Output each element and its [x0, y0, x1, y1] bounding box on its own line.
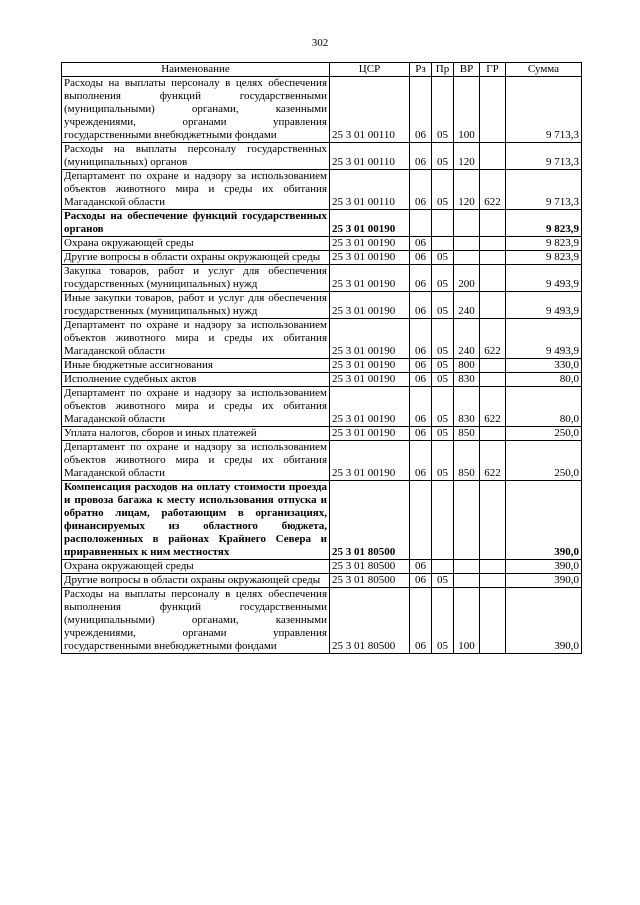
cell-name: Охрана окружающей среды: [62, 237, 330, 251]
cell-vr: 100: [454, 77, 480, 143]
cell-pr: 05: [432, 373, 454, 387]
cell-sum: 330,0: [506, 359, 582, 373]
cell-rz: 06: [410, 574, 432, 588]
cell-vr: [454, 237, 480, 251]
cell-rz: 06: [410, 441, 432, 481]
budget-table: [61, 62, 582, 654]
cell-gr: [480, 427, 506, 441]
cell-pr: [432, 210, 454, 237]
cell-name: Иные бюджетные ассигнования: [62, 359, 330, 373]
cell-rz: [410, 210, 432, 237]
cell-gr: [480, 359, 506, 373]
cell-csr: 25 3 01 00190: [330, 373, 410, 387]
cell-csr: 25 3 01 00190: [330, 387, 410, 427]
cell-vr: 850: [454, 427, 480, 441]
cell-sum: 9 713,3: [506, 143, 582, 170]
cell-rz: 06: [410, 143, 432, 170]
cell-csr: 25 3 01 80500: [330, 560, 410, 574]
cell-csr: 25 3 01 00190: [330, 265, 410, 292]
cell-vr: [454, 574, 480, 588]
cell-gr: [480, 77, 506, 143]
cell-csr: 25 3 01 00190: [330, 251, 410, 265]
table-header-row: [62, 63, 582, 77]
cell-csr: 25 3 01 00190: [330, 441, 410, 481]
cell-csr: 25 3 01 00190: [330, 210, 410, 237]
cell-gr: 622: [480, 387, 506, 427]
cell-gr: [480, 560, 506, 574]
table-row: [62, 427, 582, 441]
cell-csr: 25 3 01 00190: [330, 319, 410, 359]
cell-rz: 06: [410, 319, 432, 359]
cell-name: Расходы на выплаты персоналу государственных (муниципальных) органов: [62, 143, 330, 170]
cell-gr: [480, 251, 506, 265]
cell-name: Компенсация расходов на оплату стоимости проезда и провоза багажа к месту использования отпуска и обратно лицам, работающим в организациях, финансируемых из областного бюджета, расположенных в районах Крайнего Севера и приравненных к ним местностях: [62, 481, 330, 560]
cell-gr: 622: [480, 441, 506, 481]
table-body: [62, 77, 582, 654]
cell-rz: 06: [410, 251, 432, 265]
table-row: [62, 441, 582, 481]
cell-name: Департамент по охране и надзору за использованием объектов животного мира и среды их обитания Магаданской области: [62, 170, 330, 210]
cell-csr: 25 3 01 00190: [330, 237, 410, 251]
cell-pr: 05: [432, 319, 454, 359]
cell-rz: 06: [410, 588, 432, 654]
cell-sum: 390,0: [506, 574, 582, 588]
table-row: [62, 237, 582, 251]
table-row: [62, 481, 582, 560]
table-row: [62, 210, 582, 237]
cell-sum: 390,0: [506, 481, 582, 560]
table-row: [62, 387, 582, 427]
cell-csr: 25 3 01 00190: [330, 427, 410, 441]
column-header-name: Наименование: [62, 63, 330, 77]
cell-gr: [480, 373, 506, 387]
cell-pr: 05: [432, 265, 454, 292]
column-header-sum: Сумма: [506, 63, 582, 77]
table-row: [62, 143, 582, 170]
cell-rz: 06: [410, 427, 432, 441]
cell-pr: 05: [432, 387, 454, 427]
cell-vr: 830: [454, 387, 480, 427]
table-row: [62, 373, 582, 387]
cell-pr: [432, 481, 454, 560]
cell-sum: 390,0: [506, 560, 582, 574]
cell-pr: 05: [432, 588, 454, 654]
table-row: [62, 77, 582, 143]
cell-sum: 80,0: [506, 373, 582, 387]
column-header-csr: ЦСР: [330, 63, 410, 77]
cell-vr: [454, 251, 480, 265]
cell-name: Закупка товаров, работ и услуг для обеспечения государственных (муниципальных) нужд: [62, 265, 330, 292]
cell-gr: 622: [480, 170, 506, 210]
cell-sum: 250,0: [506, 441, 582, 481]
cell-vr: [454, 210, 480, 237]
cell-pr: 05: [432, 251, 454, 265]
table-row: [62, 588, 582, 654]
cell-gr: 622: [480, 319, 506, 359]
cell-vr: [454, 481, 480, 560]
cell-csr: 25 3 01 80500: [330, 588, 410, 654]
cell-rz: [410, 481, 432, 560]
table-row: [62, 319, 582, 359]
cell-csr: 25 3 01 00110: [330, 143, 410, 170]
cell-vr: 120: [454, 143, 480, 170]
cell-vr: 100: [454, 588, 480, 654]
cell-sum: 9 493,9: [506, 319, 582, 359]
cell-name: Иные закупки товаров, работ и услуг для обеспечения государственных (муниципальных) нужд: [62, 292, 330, 319]
cell-rz: 06: [410, 292, 432, 319]
table-row: [62, 560, 582, 574]
cell-gr: [480, 292, 506, 319]
cell-name: Расходы на выплаты персоналу в целях обеспечения выполнения функций государственными (муниципальными) органами, казенными учреждениями, органами управления государственными внебюджетными фондами: [62, 588, 330, 654]
cell-name: Департамент по охране и надзору за использованием объектов животного мира и среды их обитания Магаданской области: [62, 387, 330, 427]
cell-pr: 05: [432, 427, 454, 441]
cell-name: Охрана окружающей среды: [62, 560, 330, 574]
cell-vr: 240: [454, 319, 480, 359]
cell-rz: 06: [410, 265, 432, 292]
column-header-vr: ВР: [454, 63, 480, 77]
table-row: [62, 359, 582, 373]
cell-gr: [480, 481, 506, 560]
cell-sum: 9 823,9: [506, 251, 582, 265]
cell-name: Расходы на выплаты персоналу в целях обеспечения выполнения функций государственными (муниципальными) органами, казенными учреждениями, органами управления государственными внебюджетными фондами: [62, 77, 330, 143]
table-row: [62, 574, 582, 588]
cell-sum: 9 713,3: [506, 77, 582, 143]
column-header-pr: Пр: [432, 63, 454, 77]
cell-vr: 800: [454, 359, 480, 373]
cell-pr: [432, 560, 454, 574]
cell-pr: 05: [432, 359, 454, 373]
cell-gr: [480, 588, 506, 654]
column-header-gr: ГР: [480, 63, 506, 77]
cell-gr: [480, 265, 506, 292]
cell-sum: 9 823,9: [506, 237, 582, 251]
cell-vr: 240: [454, 292, 480, 319]
cell-gr: [480, 210, 506, 237]
cell-vr: 830: [454, 373, 480, 387]
cell-rz: 06: [410, 237, 432, 251]
cell-sum: 9 493,9: [506, 265, 582, 292]
cell-rz: 06: [410, 170, 432, 210]
cell-name: Другие вопросы в области охраны окружающей среды: [62, 574, 330, 588]
cell-sum: 9 493,9: [506, 292, 582, 319]
column-header-rz: Рз: [410, 63, 432, 77]
cell-rz: 06: [410, 560, 432, 574]
cell-pr: 05: [432, 170, 454, 210]
cell-csr: 25 3 01 80500: [330, 574, 410, 588]
cell-rz: 06: [410, 373, 432, 387]
cell-vr: [454, 560, 480, 574]
cell-sum: 80,0: [506, 387, 582, 427]
cell-csr: 25 3 01 00110: [330, 170, 410, 210]
cell-sum: 9 823,9: [506, 210, 582, 237]
cell-name: Департамент по охране и надзору за использованием объектов животного мира и среды их обитания Магаданской области: [62, 441, 330, 481]
cell-vr: 120: [454, 170, 480, 210]
cell-csr: 25 3 01 00110: [330, 77, 410, 143]
page-number: 302: [311, 37, 329, 49]
cell-pr: 05: [432, 143, 454, 170]
cell-csr: 25 3 01 00190: [330, 292, 410, 319]
cell-name: Расходы на обеспечение функций государственных органов: [62, 210, 330, 237]
cell-pr: 05: [432, 292, 454, 319]
cell-gr: [480, 237, 506, 251]
cell-rz: 06: [410, 77, 432, 143]
cell-csr: 25 3 01 00190: [330, 359, 410, 373]
table-row: [62, 251, 582, 265]
table-row: [62, 170, 582, 210]
cell-name: Исполнение судебных актов: [62, 373, 330, 387]
cell-rz: 06: [410, 387, 432, 427]
table-row: [62, 265, 582, 292]
cell-gr: [480, 143, 506, 170]
cell-sum: 250,0: [506, 427, 582, 441]
cell-name: Департамент по охране и надзору за использованием объектов животного мира и среды их обитания Магаданской области: [62, 319, 330, 359]
cell-sum: 390,0: [506, 588, 582, 654]
cell-vr: 850: [454, 441, 480, 481]
cell-rz: 06: [410, 359, 432, 373]
cell-sum: 9 713,3: [506, 170, 582, 210]
cell-gr: [480, 574, 506, 588]
cell-name: Уплата налогов, сборов и иных платежей: [62, 427, 330, 441]
cell-vr: 200: [454, 265, 480, 292]
cell-pr: [432, 237, 454, 251]
cell-csr: 25 3 01 80500: [330, 481, 410, 560]
cell-pr: 05: [432, 574, 454, 588]
table-row: [62, 292, 582, 319]
cell-pr: 05: [432, 77, 454, 143]
cell-name: Другие вопросы в области охраны окружающей среды: [62, 251, 330, 265]
cell-pr: 05: [432, 441, 454, 481]
